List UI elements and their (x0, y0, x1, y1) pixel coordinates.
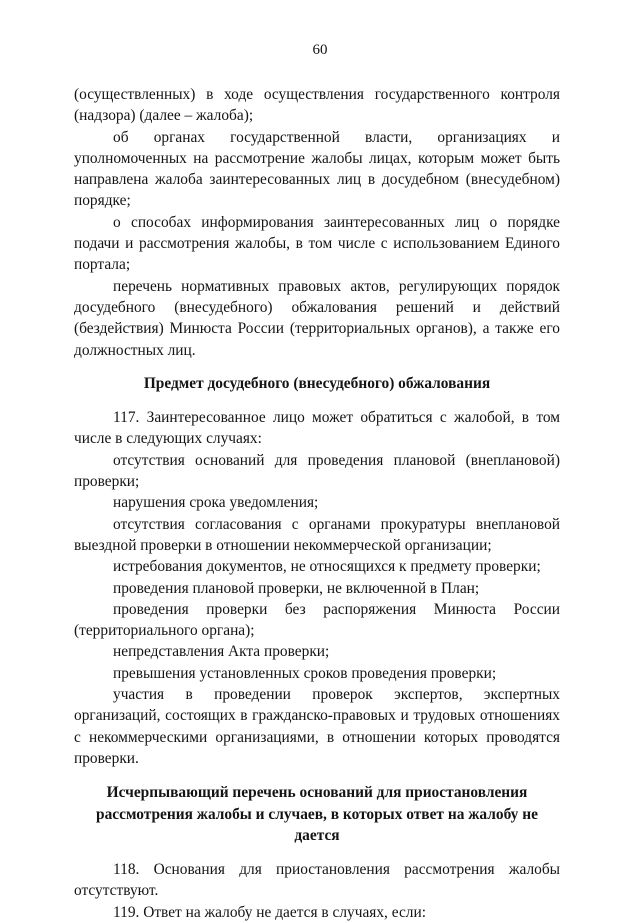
paragraph: об органах государственной власти, организациях и уполномоченных на рассмотрение жалобы лицах, которым может быть направлена жалоба заинтересованных лиц в досудебном (внесудебном) порядке; (74, 128, 560, 210)
section-heading-line: рассмотрения жалобы и случаев, в которых ответ на жалобу не дается (96, 805, 538, 844)
section-heading-line: Исчерпывающий перечень оснований для приостановления (106, 784, 528, 802)
paragraph: участия в проведении проверок экспертов, экспертных организаций, состоящих в гражданско-правовых и трудовых отношениях с некоммерческими организациями, в отношении которых проводятся проверки. (74, 686, 560, 767)
paragraph: непредставления Акта проверки; (113, 643, 330, 661)
paragraph: превышения установленных сроков проведения проверки; (113, 664, 497, 682)
paragraph: проведения плановой проверки, не включенной в План; (113, 579, 480, 597)
paragraph: 117. Заинтересованное лицо может обратиться с жалобой, в том числе в следующих случаях: (74, 409, 560, 448)
paragraph: нарушения срока уведомления; (113, 494, 319, 512)
paragraph: 119. Ответ на жалобу не дается в случаях, если: (113, 903, 426, 921)
section-heading (74, 782, 560, 846)
paragraph: проведения проверки без распоряжения Минюста России (территориального органа); (74, 600, 560, 640)
paragraph: отсутствия оснований для проведения плановой (внеплановой) проверки; (74, 451, 560, 491)
paragraph: (осуществленных) в ходе осуществления государственного контроля (надзора) (далее – жалоба); (74, 86, 560, 125)
paragraph: 118. Основания для приостановления рассмотрения жалобы отсутствуют. (74, 861, 560, 900)
document-body (74, 84, 560, 923)
paragraph: отсутствия согласования с органами прокуратуры внеплановой выездной проверки в отношении некоммерческой организации; (74, 515, 560, 554)
paragraph: перечень нормативных правовых актов, регулирующих порядок досудебного (внесудебного) обжалования решений и действий (бездействия) Минюста России (территориальных органов), а также его должностных лиц. (74, 277, 560, 359)
paragraph: истребования документов, не относящихся к предмету проверки; (113, 558, 541, 576)
paragraph: о способах информирования заинтересованных лиц о порядке подачи и рассмотрения жалобы, в том числе с использованием Единого портала; (74, 213, 560, 274)
page-number: 60 (312, 42, 328, 58)
section-heading: Предмет досудебного (внесудебного) обжалования (143, 374, 491, 392)
